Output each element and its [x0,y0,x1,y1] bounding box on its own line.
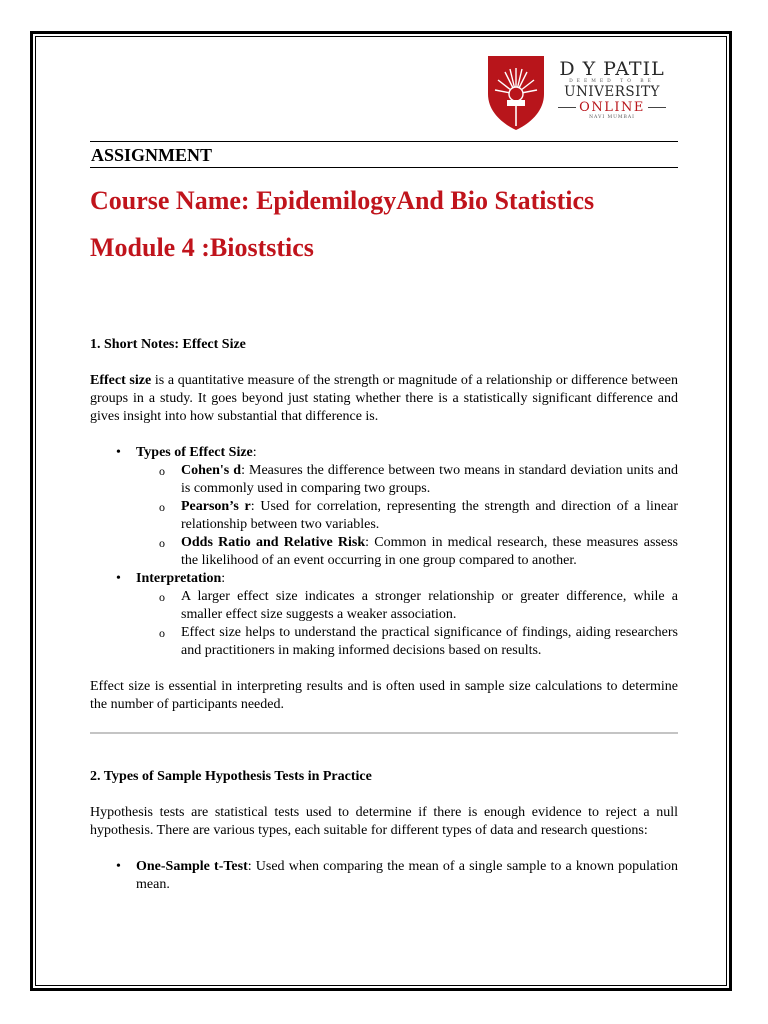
divider-bottom [90,167,678,168]
type-text: : Common in medical research, these measures assess the likelihood of an event occurring in one group compared to another. [181,535,678,568]
list-item: • Interpretation: o A larger effect size indicates a stronger relationship or greater difference, while a smaller effect size suggests a weaker association. o Effect size helps to understand the practical significance of findings, aiding researchers and practitioners in making informed decisions based on results. [90,570,678,660]
types-sublist [136,462,678,570]
type-term: Pearson’s r [181,499,251,514]
type-text: : Measures the difference between two means in standard deviation units and is commonly used in comparing two groups. [181,463,678,496]
section2-heading: 2. Types of Sample Hypothesis Tests in Practice [90,769,372,784]
type-term: Cohen's d [181,463,242,478]
effect-size-list [90,444,678,660]
section1-intro-text: is a quantitative measure of the strength or magnitude of a relationship or difference between groups in a study. It goes beyond just stating whether there is a statistically significant difference and gives insight into how substantial that difference is. [90,373,678,424]
hypothesis-tests-list [90,858,678,894]
section2-intro: Hypothesis tests are statistical tests used to determine if there is enough evidence to reject a null hypothesis. There are various types, each suitable for different types of data and research questions: [90,805,678,838]
section1-closing: Effect size is essential in interpreting results and is often used in sample size calculations to determine the number of participants needed. [90,679,678,712]
logo-deemed: DEEMED TO BE [569,79,655,84]
list-item [90,858,678,894]
section1-heading: 1. Short Notes: Effect Size [90,337,246,352]
list-item [136,534,678,570]
course-name: Course Name: EpidemilogyAnd Bio Statistics [90,186,595,215]
test-text: : Used when comparing the mean of a single sample to a known population mean. [136,859,678,892]
section1-intro [90,372,678,426]
divider-top [90,141,678,142]
type-text: : Used for correlation, representing the strength and direction of a linear relationship between two variables. [181,499,678,532]
types-label: Types of Effect Size [136,445,253,460]
document-body [90,336,678,894]
list-item: o Effect size helps to understand the practical significance of findings, aiding researchers and practitioners in making informed decisions based on results. [136,624,678,660]
module-title: Module 4 :Bioststics [90,233,314,262]
section1-intro-term: Effect size [90,373,152,388]
list-item: o A larger effect size indicates a stronger relationship or greater difference, while a smaller effect size suggests a weaker association. [136,588,678,624]
assignment-label: ASSIGNMENT [91,145,213,165]
logo-title: D Y PATIL [559,58,665,80]
list-item [136,498,678,534]
type-term: Odds Ratio and Relative Risk [181,535,366,550]
logo-online-label: ONLINE [579,100,645,115]
list-item [136,462,678,498]
logo-online [553,101,671,114]
logo-university: UNIVERSITY [564,83,660,100]
logo-location: NAVI MUMBAI [589,115,635,120]
interpretation-label: Interpretation [136,571,222,586]
list-item: • Types of Effect Size: o Cohen's d: Measures the difference between two means in standard deviation units and is commonly used in comparing two groups. o Pearson’s r: Used for correlation, representing the strength and direction of a linear relationship between two variables. o Odds Ratio and Relative Risk: Common in medical research, these measures assess the likelihood of an event occurring in one group compared to another. [90,444,678,570]
university-logo [483,50,675,134]
interpretation-sublist [136,588,678,660]
crest-icon [483,50,549,134]
test-term: One-Sample t-Test [136,859,248,874]
